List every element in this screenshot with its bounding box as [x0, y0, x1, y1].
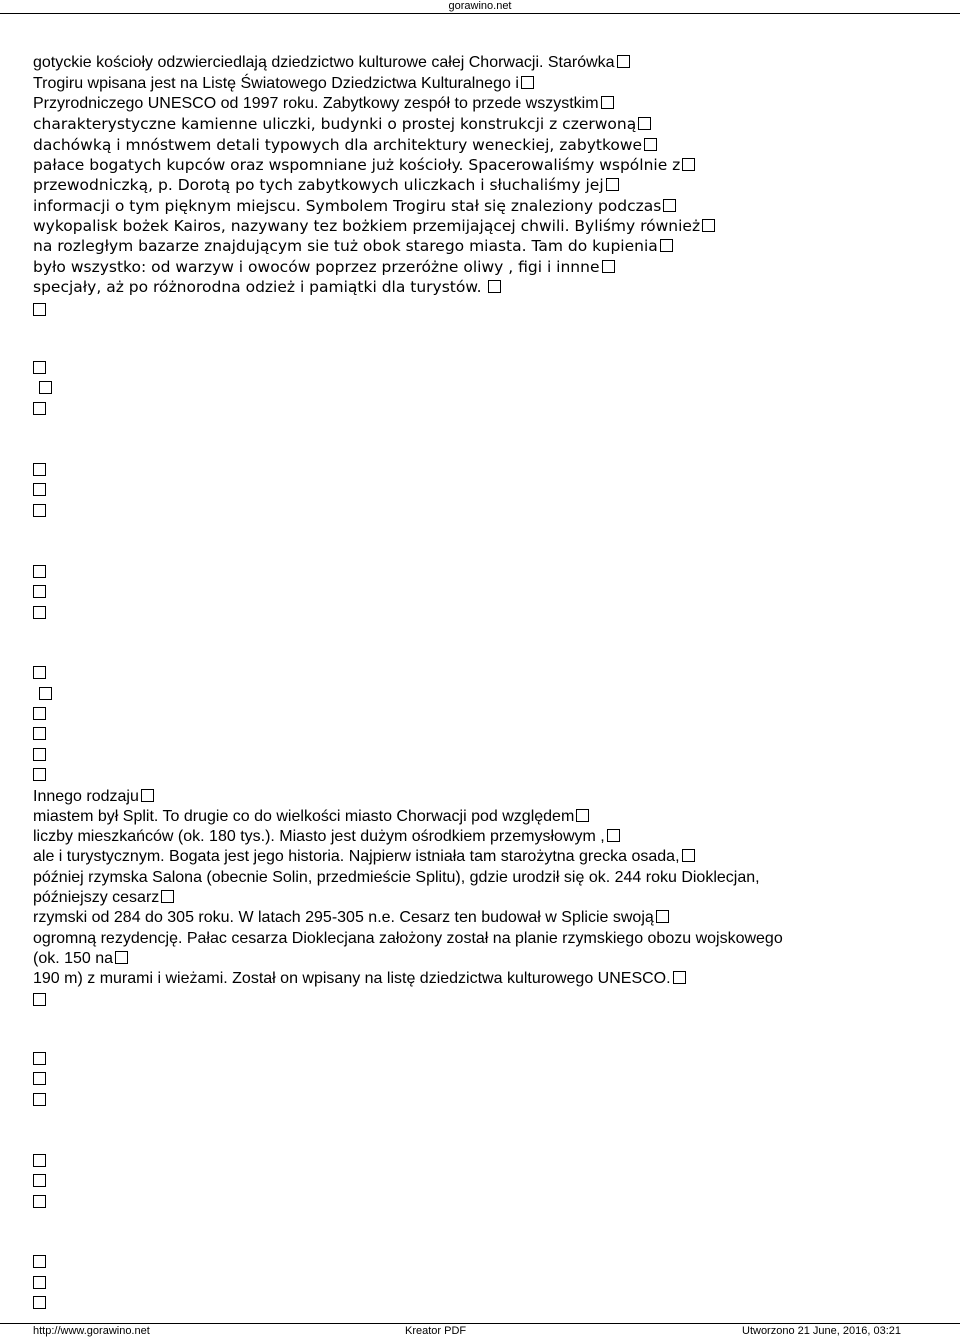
p1-line: dachówką i mnóstwem detali typowych dla architektury weneckiej, zabytkowe — [33, 135, 657, 155]
p2-line: ale i turystycznym. Bogata jest jego historia. Najpierw istniała tam starożytna grecka osada, — [33, 847, 695, 867]
p1-line: specjały, aż po różnorodna odzież i pamiątki dla turystów. — [33, 277, 501, 297]
missing-glyph-icon — [660, 239, 673, 252]
p2-line: późniejszy cesarz — [33, 888, 174, 908]
p1-line: Przyrodniczego UNESCO od 1997 roku. Zabytkowy zespół to przede wszystkim — [33, 94, 614, 114]
missing-glyph-icon — [161, 890, 174, 903]
p2-line: ogromną rezydencję. Pałac cesarza Dioklecjana założony został na planie rzymskiego obozu wojskowego — [33, 930, 783, 947]
missing-glyph-icon — [33, 993, 46, 1006]
missing-glyph-icon — [602, 260, 615, 273]
missing-glyph-icon — [682, 849, 695, 862]
missing-glyph-icon — [638, 117, 651, 130]
missing-glyph-icon — [33, 303, 46, 316]
missing-glyph-icon — [601, 96, 614, 109]
missing-glyph-icon — [33, 1154, 46, 1167]
p2-line: rzymski od 284 do 305 roku. W latach 295-305 n.e. Cesarz ten budował w Splicie swoją — [33, 908, 669, 928]
missing-glyph-icon — [33, 606, 46, 619]
missing-glyph-icon — [663, 199, 676, 212]
footer-url[interactable]: http://www.gorawino.net — [33, 1325, 150, 1337]
missing-glyph-icon — [33, 1072, 46, 1085]
missing-glyph-icon — [33, 1276, 46, 1289]
missing-glyph-icon — [607, 829, 620, 842]
missing-glyph-icon — [702, 219, 715, 232]
p1-line: na rozległym bazarze znajdującym sie tuż obok starego miasta. Tam do kupienia — [33, 236, 673, 256]
p1-line: Trogiru wpisana jest na Listę Światowego Dziedzictwa Kulturalnego i — [33, 74, 534, 94]
footer-divider — [0, 1323, 960, 1324]
header-divider — [0, 13, 960, 14]
p1-line: wykopalisk bożek Kairos, nazywany tez bożkiem przemijającej chwili. Byliśmy również — [33, 216, 715, 236]
missing-glyph-icon — [576, 809, 589, 822]
missing-glyph-icon — [606, 178, 619, 191]
p2-line: 190 m) z murami i wieżami. Został on wpisany na listę dziedzictwa kulturowego UNESCO. — [33, 969, 686, 989]
missing-glyph-icon — [33, 565, 46, 578]
p1-line: gotyckie kościoły odzwierciedlają dziedzictwo kulturowe całej Chorwacji. Starówka — [33, 53, 630, 73]
p1-line: pałace bogatych kupców oraz wspomniane już kościoły. Spacerowaliśmy wspólnie z — [33, 155, 695, 175]
missing-glyph-icon — [33, 1255, 46, 1268]
missing-glyph-icon — [488, 280, 501, 293]
p2-line: (ok. 150 na — [33, 949, 128, 969]
missing-glyph-icon — [617, 55, 630, 68]
missing-glyph-icon — [33, 666, 46, 679]
missing-glyph-icon — [33, 768, 46, 781]
missing-glyph-icon — [33, 483, 46, 496]
missing-glyph-icon — [33, 707, 46, 720]
missing-glyph-icon — [33, 402, 46, 415]
missing-glyph-icon — [33, 1052, 46, 1065]
p1-line: informacji o tym pięknym miejscu. Symbolem Trogiru stał się znaleziony podczas — [33, 196, 676, 216]
missing-glyph-icon — [521, 76, 534, 89]
p1-line: przewodniczką, p. Dorotą po tych zabytkowych uliczkach i słuchaliśmy jej — [33, 175, 619, 195]
missing-glyph-icon — [39, 381, 52, 394]
missing-glyph-icon — [33, 361, 46, 374]
p2-line: miastem był Split. To drugie co do wielkości miasto Chorwacji pod względem — [33, 807, 589, 827]
missing-glyph-icon — [33, 727, 46, 740]
missing-glyph-icon — [39, 687, 52, 700]
p1-line: było wszystko: od warzyw i owoców poprzez przeróżne oliwy , figi i innne — [33, 257, 615, 277]
missing-glyph-icon — [33, 1296, 46, 1309]
missing-glyph-icon — [656, 910, 669, 923]
p2-line: Innego rodzaju — [33, 787, 154, 807]
missing-glyph-icon — [33, 463, 46, 476]
missing-glyph-icon — [33, 1093, 46, 1106]
missing-glyph-icon — [673, 971, 686, 984]
header-site-name: gorawino.net — [448, 0, 512, 12]
missing-glyph-icon — [141, 789, 154, 802]
missing-glyph-icon — [33, 504, 46, 517]
footer-generator: Kreator PDF — [405, 1325, 467, 1337]
p2-line: liczby mieszkańców (ok. 180 tys.). Miasto jest dużym ośrodkiem przemysłowym , — [33, 827, 620, 847]
missing-glyph-icon — [644, 138, 657, 151]
p2-line: później rzymska Salona (obecnie Solin, przedmieście Splitu), gdzie urodził się ok. 244 roku Dioklecjan, — [33, 869, 760, 886]
missing-glyph-icon — [33, 585, 46, 598]
missing-glyph-icon — [682, 158, 695, 171]
missing-glyph-icon — [33, 748, 46, 761]
p1-line: charakterystyczne kamienne uliczki, budynki o prostej konstrukcji z czerwoną — [33, 114, 651, 134]
missing-glyph-icon — [115, 951, 128, 964]
missing-glyph-icon — [33, 1174, 46, 1187]
footer-created-date: Utworzono 21 June, 2016, 03:21 — [742, 1325, 902, 1337]
missing-glyph-icon — [33, 1195, 46, 1208]
